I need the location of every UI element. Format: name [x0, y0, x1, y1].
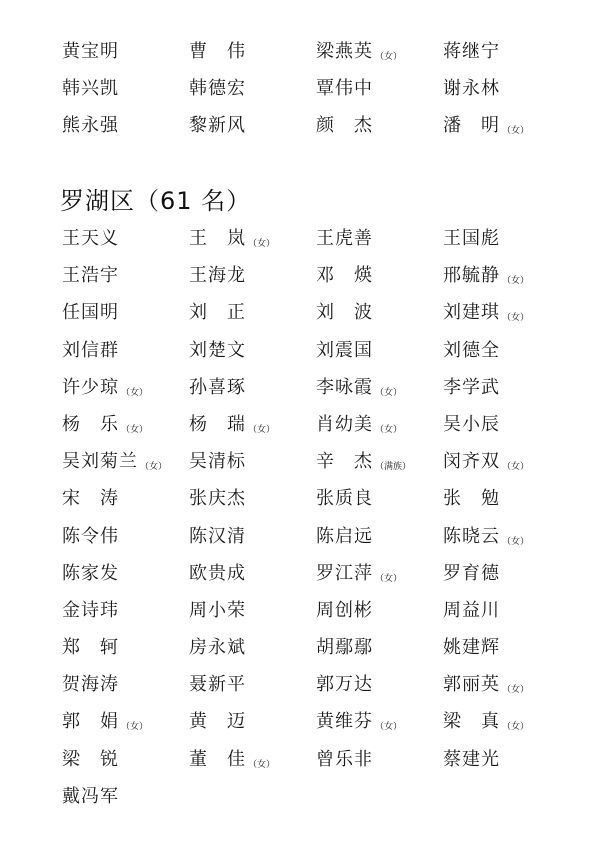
name-entry — [443, 112, 570, 149]
person-name: 刘楚文 — [189, 339, 246, 361]
person-name: 吴清标 — [189, 451, 246, 473]
name-entry — [316, 448, 443, 485]
person-name: 蒋继宁 — [443, 41, 500, 62]
name-entry — [62, 448, 189, 485]
top-name-list — [62, 38, 570, 150]
name-entry — [316, 112, 443, 149]
person-note: （女） — [502, 536, 530, 547]
name-entry — [189, 634, 316, 671]
luohu-name-list — [62, 225, 570, 820]
name-entry — [62, 671, 189, 708]
name-entry — [189, 337, 316, 374]
person-name: 欧贵成 — [189, 562, 246, 584]
person-note: （女） — [502, 276, 530, 287]
name-entry — [62, 560, 189, 597]
person-name: 梁 锐 — [62, 748, 119, 770]
section-title: 罗湖区（61 名） — [60, 187, 252, 215]
person-note: （女） — [502, 462, 530, 473]
person-name: 刘 正 — [189, 302, 246, 324]
person-note: （女） — [375, 722, 403, 733]
name-entry — [443, 75, 570, 112]
person-name: 周创彬 — [316, 599, 373, 621]
person-name: 刘信群 — [62, 339, 119, 361]
person-name: 王 岚 — [189, 228, 246, 249]
person-name: 刘德全 — [443, 339, 500, 361]
person-name: 杨 乐 — [62, 413, 119, 435]
person-name: 黄维芬 — [316, 711, 373, 733]
name-entry — [316, 597, 443, 634]
name-entry — [189, 411, 316, 448]
name-entry — [189, 112, 316, 149]
name-entry — [316, 634, 443, 671]
name-entry — [189, 523, 316, 560]
name-entry — [443, 337, 570, 374]
name-entry — [443, 597, 570, 634]
person-name: 李学武 — [443, 376, 500, 398]
name-entry — [62, 374, 189, 411]
name-entry — [316, 299, 443, 336]
person-name: 熊永强 — [62, 115, 119, 137]
name-entry — [189, 560, 316, 597]
name-entry — [316, 411, 443, 448]
person-name: 邓 煐 — [316, 265, 373, 287]
name-entry — [443, 374, 570, 411]
person-note: （女） — [375, 424, 403, 435]
person-name: 张质良 — [316, 488, 373, 510]
name-entry — [443, 671, 570, 708]
name-entry — [62, 411, 189, 448]
name-entry — [62, 299, 189, 336]
person-name: 李咏霞 — [316, 376, 373, 398]
person-name: 胡鄢鄢 — [316, 637, 373, 659]
name-entry — [62, 485, 189, 522]
name-entry — [189, 75, 316, 112]
name-entry — [316, 38, 443, 75]
person-name: 肖幼美 — [316, 413, 373, 435]
name-entry — [443, 708, 570, 745]
person-name: 宋 涛 — [62, 488, 119, 510]
name-entry — [62, 337, 189, 374]
name-entry — [62, 597, 189, 634]
person-note: （女） — [502, 722, 530, 733]
name-entry — [443, 411, 570, 448]
name-entry — [316, 374, 443, 411]
person-name: 蔡建光 — [443, 748, 500, 770]
name-entry — [62, 634, 189, 671]
person-note: （女） — [121, 387, 149, 398]
name-entry — [189, 374, 316, 411]
person-name: 黄宝明 — [62, 41, 119, 62]
person-name: 房永斌 — [189, 637, 246, 659]
name-entry — [189, 485, 316, 522]
name-entry — [316, 485, 443, 522]
name-entry — [189, 38, 316, 75]
person-name: 颜 杰 — [316, 115, 373, 137]
name-entry — [316, 262, 443, 299]
name-entry — [443, 560, 570, 597]
person-name: 曹 伟 — [189, 41, 246, 62]
person-name: 陈晓云 — [443, 525, 500, 547]
name-entry — [62, 75, 189, 112]
person-name: 戴冯军 — [62, 785, 119, 807]
person-name: 罗江萍 — [316, 562, 373, 584]
person-name: 董 佳 — [189, 748, 246, 770]
person-name: 闵齐双 — [443, 451, 500, 473]
person-note: （女） — [502, 685, 530, 696]
person-name: 王虎善 — [316, 228, 373, 249]
name-entry — [443, 746, 570, 783]
name-entry — [316, 671, 443, 708]
person-name: 孙喜琢 — [189, 376, 246, 398]
name-entry — [62, 746, 189, 783]
person-name: 潘 明 — [443, 115, 500, 137]
person-name: 曾乐非 — [316, 748, 373, 770]
person-note: （女） — [502, 126, 530, 137]
person-name: 韩兴凯 — [62, 78, 119, 100]
name-entry — [62, 112, 189, 149]
person-note: （女） — [375, 52, 403, 62]
person-name: 覃伟中 — [316, 78, 373, 100]
person-name: 王天义 — [62, 228, 119, 249]
person-name: 陈家发 — [62, 562, 119, 584]
person-name: 梁燕英 — [316, 41, 373, 62]
person-name: 杨 瑞 — [189, 413, 246, 435]
name-entry — [443, 225, 570, 262]
person-note: （女） — [121, 424, 149, 435]
person-note: （女） — [248, 239, 276, 249]
person-name: 周益川 — [443, 599, 500, 621]
person-name: 陈令伟 — [62, 525, 119, 547]
name-entry — [443, 262, 570, 299]
person-name: 梁 真 — [443, 711, 500, 733]
name-entry — [316, 75, 443, 112]
name-entry — [62, 225, 189, 262]
person-name: 罗育德 — [443, 562, 500, 584]
name-entry — [443, 634, 570, 671]
person-name: 王国彪 — [443, 228, 500, 249]
name-entry — [443, 523, 570, 560]
person-name: 吴刘菊兰 — [62, 451, 138, 473]
person-name: 陈汉清 — [189, 525, 246, 547]
name-entry — [316, 746, 443, 783]
person-note: （女） — [375, 573, 403, 584]
person-name: 刘 波 — [316, 302, 373, 324]
person-note: （女） — [502, 313, 530, 324]
name-entry — [189, 671, 316, 708]
person-name: 金诗玮 — [62, 599, 119, 621]
person-name: 任国明 — [62, 302, 119, 324]
name-entry — [316, 523, 443, 560]
person-name: 陈启远 — [316, 525, 373, 547]
name-entry — [189, 708, 316, 745]
name-entry — [316, 560, 443, 597]
name-entry — [189, 597, 316, 634]
person-name: 郭丽英 — [443, 674, 500, 696]
person-name: 刘建琪 — [443, 302, 500, 324]
person-note: （女） — [248, 424, 276, 435]
name-entry — [443, 38, 570, 75]
person-name: 刘震国 — [316, 339, 373, 361]
person-name: 聂新平 — [189, 674, 246, 696]
person-name: 谢永林 — [443, 78, 500, 100]
person-name: 贺海涛 — [62, 674, 119, 696]
name-entry — [62, 523, 189, 560]
person-note: （女） — [140, 462, 168, 473]
person-name: 黎新风 — [189, 115, 246, 137]
person-name: 吴小辰 — [443, 413, 500, 435]
person-name: 张 勉 — [443, 488, 500, 510]
name-entry — [443, 448, 570, 485]
person-name: 郭 娟 — [62, 711, 119, 733]
person-note: （女） — [121, 722, 149, 733]
name-entry — [443, 485, 570, 522]
person-note: （女） — [248, 759, 276, 770]
person-name: 姚建辉 — [443, 637, 500, 659]
person-name: 郭万达 — [316, 674, 373, 696]
name-entry — [189, 299, 316, 336]
name-entry — [62, 262, 189, 299]
name-entry — [62, 38, 189, 75]
person-note: （满族） — [375, 462, 412, 473]
person-name: 许少琼 — [62, 376, 119, 398]
name-entry — [189, 448, 316, 485]
name-entry — [316, 337, 443, 374]
name-entry — [443, 299, 570, 336]
person-name: 韩德宏 — [189, 78, 246, 100]
name-entry — [316, 708, 443, 745]
name-entry — [316, 225, 443, 262]
person-name: 张庆杰 — [189, 488, 246, 510]
name-entry — [189, 225, 316, 262]
name-entry — [62, 708, 189, 745]
person-note: （女） — [375, 387, 403, 398]
person-name: 王浩宇 — [62, 265, 119, 287]
person-name: 王海龙 — [189, 265, 246, 287]
person-name: 周小荣 — [189, 599, 246, 621]
person-name: 郑 轲 — [62, 637, 119, 659]
name-entry — [62, 783, 189, 820]
name-entry — [189, 746, 316, 783]
person-name: 辛 杰 — [316, 451, 373, 473]
person-name: 黄 迈 — [189, 711, 246, 733]
person-name: 邢毓静 — [443, 265, 500, 287]
name-entry — [189, 262, 316, 299]
